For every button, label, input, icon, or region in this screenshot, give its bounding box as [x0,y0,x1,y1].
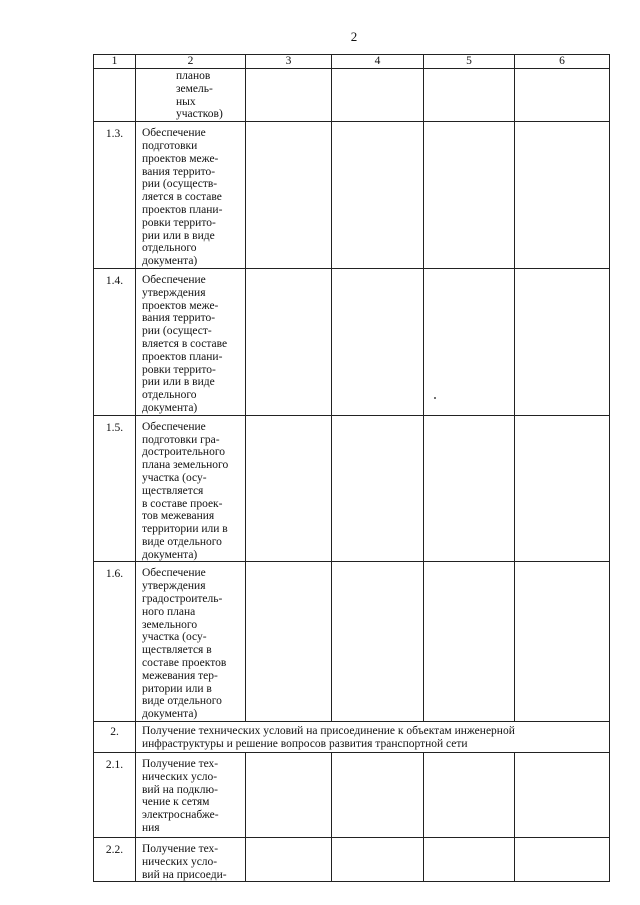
row-number: 1.5. [94,415,136,562]
row-description: Получение тех- нических усло- вий на присоеди- [136,838,246,882]
table-row [94,562,610,722]
row-description: Обеспечение подготовки гра- достроительного плана земельного участка (осу- ществляется в составе проек- тов межевания территории или в виде отдельного документа) [136,415,246,562]
row-number: 2.2. [94,838,136,882]
row-number: 1.4. [94,268,136,415]
row-description: планов земель- ных участков) [136,69,246,122]
scan-speck [434,397,436,399]
row-number: 2.1. [94,753,136,838]
row-number: 1.3. [94,122,136,269]
column-header: 3 [246,55,332,69]
column-header: 5 [424,55,515,69]
table-row [94,838,610,882]
row-description: Обеспечение утверждения градостроитель- ного плана земельного участка (осу- ществляется в составе проектов межевания тер- ритории или в виде отдельного документа) [136,562,246,722]
table-row [94,415,610,562]
table-row [94,69,610,122]
table-row [94,122,610,269]
section-title: Получение технических условий на присоединение к объектам инженерной инфраструктуры и решение вопросов развития транспортной сети [136,722,610,753]
column-header: 6 [515,55,610,69]
column-header: 1 [94,55,136,69]
page-number: 2 [350,29,358,44]
column-header: 2 [136,55,246,69]
table-row [94,268,610,415]
document-table [93,54,610,882]
row-description: Обеспечение утверждения проектов меже- вания террито- рии (осущест- вляется в составе проектов плани- ровки террито- рии или в виде отдельного документа) [136,268,246,415]
row-description: Обеспечение подготовки проектов меже- вания террито- рии (осуществ- ляется в составе проектов плани- ровки террито- рии или в виде отдельного документа) [136,122,246,269]
section-row [94,722,610,753]
table-header-row [94,55,610,69]
section-number: 2. [94,722,136,753]
table-row [94,753,610,838]
column-header: 4 [332,55,424,69]
row-number: 1.6. [94,562,136,722]
row-description: Получение тех- нических усло- вий на подклю- чение к сетям электроснабже- ния [136,753,246,838]
